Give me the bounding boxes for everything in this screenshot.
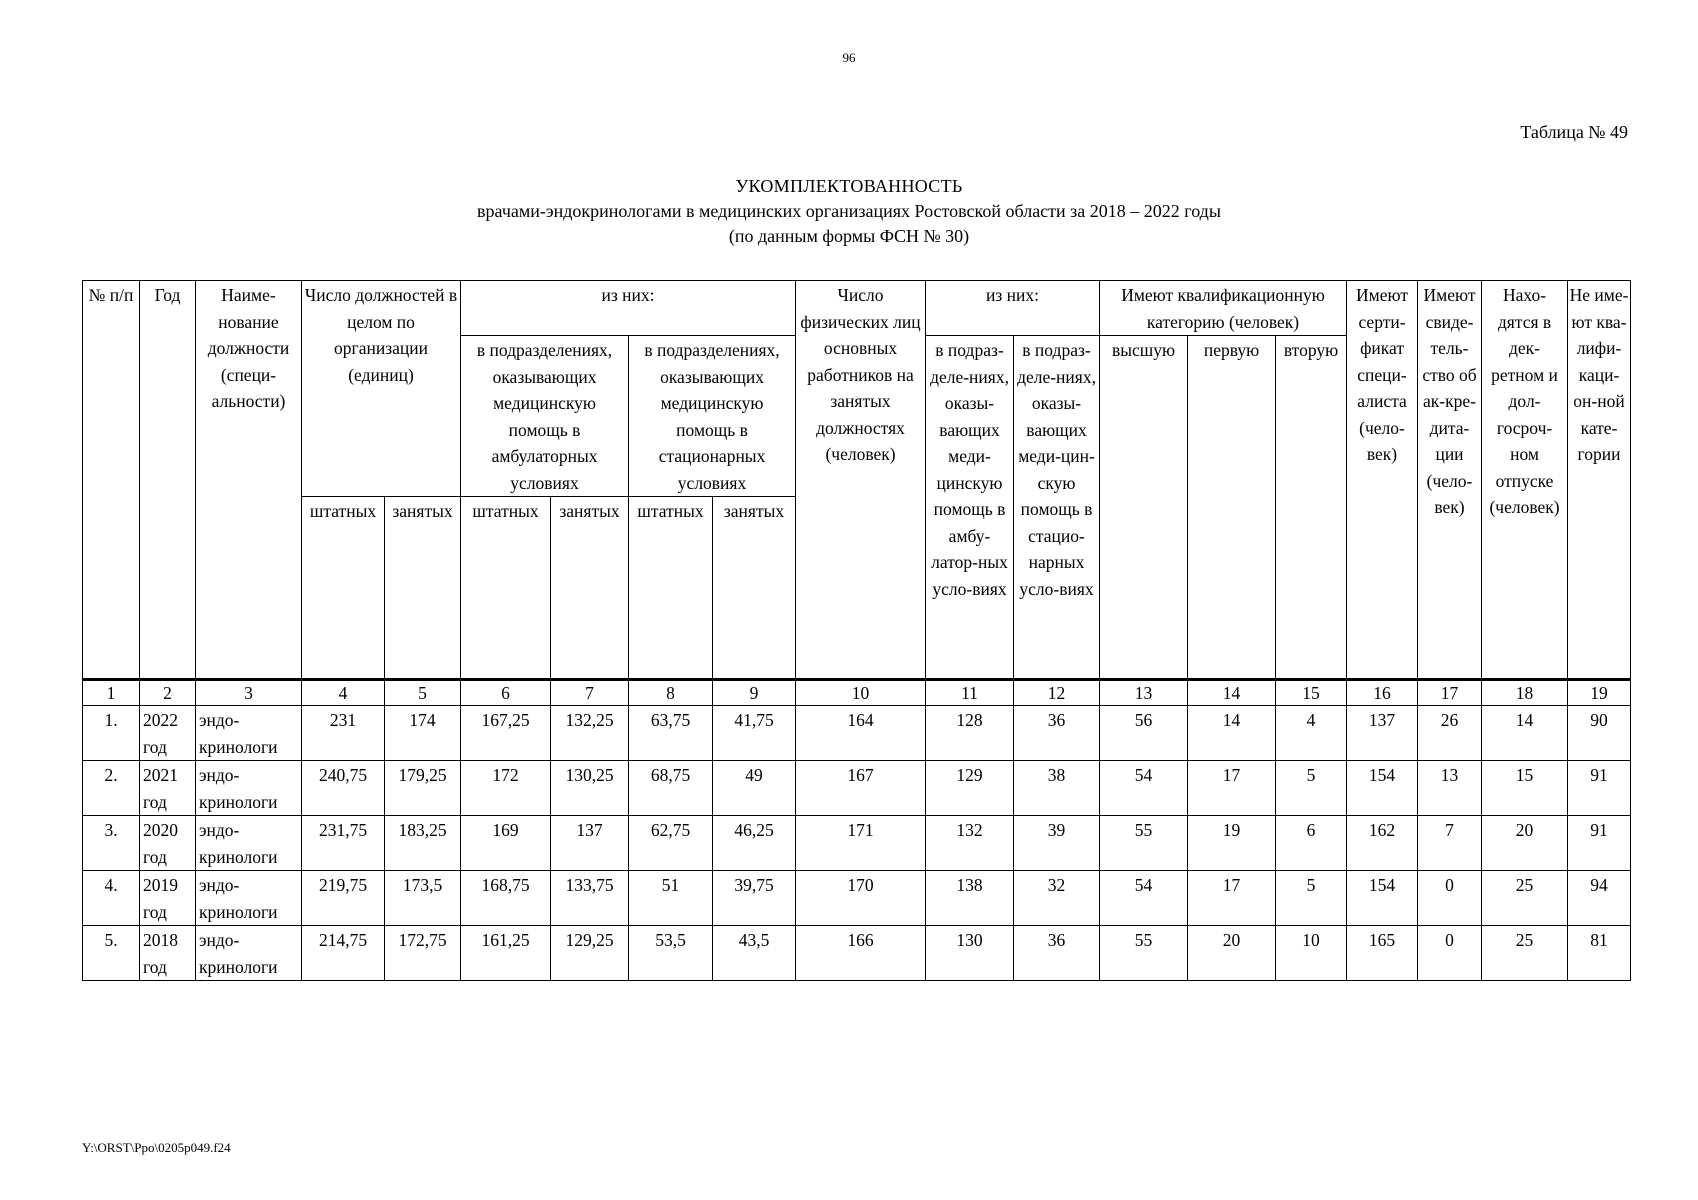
- column-number: 11: [926, 680, 1014, 706]
- row-value-cell: 132: [926, 816, 1014, 871]
- row-value-cell: 25: [1482, 871, 1568, 926]
- column-number: 9: [713, 680, 796, 706]
- table-row: [83, 761, 1631, 816]
- row-value-cell: 133,75: [551, 871, 629, 926]
- table-row: [83, 816, 1631, 871]
- row-value-cell: 94: [1568, 871, 1631, 926]
- row-value-cell: 5: [1276, 761, 1347, 816]
- row-value-cell: 240,75: [302, 761, 385, 816]
- row-value-cell: 0: [1418, 871, 1482, 926]
- row-value-cell: 161,25: [461, 926, 551, 981]
- header-staff: штатных: [629, 497, 713, 680]
- row-value-cell: 138: [926, 871, 1014, 926]
- header-of-them-2: из них:: [926, 281, 1100, 336]
- row-value-cell: 81: [1568, 926, 1631, 981]
- row-value-cell: 20: [1188, 926, 1276, 981]
- header-physical-persons: Число физических лиц основных работников на занятых должностях (человек): [796, 281, 926, 680]
- row-name-cell: эндо-кринологи: [196, 871, 302, 926]
- header-positions-total: Число должностей в целом по организации (единиц): [302, 281, 461, 497]
- header-year: Год: [140, 281, 196, 680]
- row-number-cell: 1.: [83, 706, 140, 761]
- row-value-cell: 168,75: [461, 871, 551, 926]
- row-value-cell: 179,25: [385, 761, 461, 816]
- row-value-cell: 39: [1014, 816, 1100, 871]
- column-number: 17: [1418, 680, 1482, 706]
- row-value-cell: 214,75: [302, 926, 385, 981]
- row-value-cell: 137: [1347, 706, 1418, 761]
- header-qualification: Имеют квалификационную категорию (человек): [1100, 281, 1347, 336]
- row-number-cell: 3.: [83, 816, 140, 871]
- table-row: [83, 871, 1631, 926]
- column-number: 2: [140, 680, 196, 706]
- column-number: 18: [1482, 680, 1568, 706]
- column-number-row: [83, 680, 1631, 706]
- header-highest: высшую: [1100, 336, 1188, 680]
- row-number-cell: 2.: [83, 761, 140, 816]
- row-value-cell: 41,75: [713, 706, 796, 761]
- row-value-cell: 10: [1276, 926, 1347, 981]
- page-number: 96: [842, 50, 856, 65]
- row-value-cell: 231,75: [302, 816, 385, 871]
- table-title: [0, 174, 1698, 249]
- header-of-them-1: из них:: [461, 281, 796, 336]
- row-value-cell: 38: [1014, 761, 1100, 816]
- row-value-cell: 26: [1418, 706, 1482, 761]
- row-value-cell: 174: [385, 706, 461, 761]
- header-occupied: занятых: [713, 497, 796, 680]
- row-value-cell: 19: [1188, 816, 1276, 871]
- row-value-cell: 36: [1014, 926, 1100, 981]
- row-value-cell: 4: [1276, 706, 1347, 761]
- footer-file-path: Y:\ORST\Ppo\0205p049.f24: [82, 1140, 231, 1155]
- row-value-cell: 5: [1276, 871, 1347, 926]
- row-name-cell: эндо-кринологи: [196, 706, 302, 761]
- row-value-cell: 15: [1482, 761, 1568, 816]
- column-number: 3: [196, 680, 302, 706]
- header-occupied: занятых: [385, 497, 461, 680]
- row-year-cell: 2022 год: [140, 706, 196, 761]
- row-value-cell: 13: [1418, 761, 1482, 816]
- row-value-cell: 130: [926, 926, 1014, 981]
- row-value-cell: 91: [1568, 761, 1631, 816]
- row-value-cell: 137: [551, 816, 629, 871]
- row-value-cell: 130,25: [551, 761, 629, 816]
- column-number: 13: [1100, 680, 1188, 706]
- column-number: 16: [1347, 680, 1418, 706]
- header-staff: штатных: [461, 497, 551, 680]
- row-value-cell: 154: [1347, 761, 1418, 816]
- row-value-cell: 164: [796, 706, 926, 761]
- row-value-cell: 0: [1418, 926, 1482, 981]
- row-value-cell: 132,25: [551, 706, 629, 761]
- header-second: вторую: [1276, 336, 1347, 680]
- row-value-cell: 167: [796, 761, 926, 816]
- column-number: 19: [1568, 680, 1631, 706]
- row-value-cell: 39,75: [713, 871, 796, 926]
- row-value-cell: 14: [1482, 706, 1568, 761]
- column-number: 4: [302, 680, 385, 706]
- row-value-cell: 63,75: [629, 706, 713, 761]
- row-value-cell: 166: [796, 926, 926, 981]
- row-value-cell: 173,5: [385, 871, 461, 926]
- row-year-cell: 2018 год: [140, 926, 196, 981]
- header-row-1: [83, 281, 1631, 336]
- row-value-cell: 6: [1276, 816, 1347, 871]
- row-value-cell: 46,25: [713, 816, 796, 871]
- row-value-cell: 7: [1418, 816, 1482, 871]
- row-value-cell: 128: [926, 706, 1014, 761]
- header-first: первую: [1188, 336, 1276, 680]
- row-name-cell: эндо-кринологи: [196, 761, 302, 816]
- row-value-cell: 32: [1014, 871, 1100, 926]
- row-value-cell: 25: [1482, 926, 1568, 981]
- staffing-table: [82, 280, 1631, 981]
- row-value-cell: 165: [1347, 926, 1418, 981]
- column-number: 12: [1014, 680, 1100, 706]
- row-value-cell: 17: [1188, 871, 1276, 926]
- column-number: 14: [1188, 680, 1276, 706]
- column-number: 7: [551, 680, 629, 706]
- row-number-cell: 5.: [83, 926, 140, 981]
- row-value-cell: 43,5: [713, 926, 796, 981]
- header-stationary: в подразделениях, оказывающих медицинскую помощь в стационарных условиях: [629, 336, 796, 497]
- row-value-cell: 54: [1100, 761, 1188, 816]
- row-value-cell: 183,25: [385, 816, 461, 871]
- row-value-cell: 162: [1347, 816, 1418, 871]
- row-value-cell: 20: [1482, 816, 1568, 871]
- header-staff: штатных: [302, 497, 385, 680]
- column-number: 10: [796, 680, 926, 706]
- row-name-cell: эндо-кринологи: [196, 816, 302, 871]
- row-year-cell: 2021 год: [140, 761, 196, 816]
- row-value-cell: 68,75: [629, 761, 713, 816]
- title-line-subject: врачами-эндокринологами в медицинских организациях Ростовской области за 2018 – 2022 годы: [477, 201, 1221, 221]
- row-value-cell: 14: [1188, 706, 1276, 761]
- row-value-cell: 129: [926, 761, 1014, 816]
- row-year-cell: 2020 год: [140, 816, 196, 871]
- row-value-cell: 171: [796, 816, 926, 871]
- header-phys-ambulatory: в подраз-деле-ниях, оказы-вающих меди-цинскую помощь в амбу-латор-ных усло-виях: [926, 336, 1014, 680]
- row-value-cell: 91: [1568, 816, 1631, 871]
- row-value-cell: 36: [1014, 706, 1100, 761]
- row-value-cell: 54: [1100, 871, 1188, 926]
- row-value-cell: 167,25: [461, 706, 551, 761]
- column-number: 6: [461, 680, 551, 706]
- header-num: № п/п: [83, 281, 140, 680]
- row-value-cell: 55: [1100, 926, 1188, 981]
- row-year-cell: 2019 год: [140, 871, 196, 926]
- row-value-cell: 170: [796, 871, 926, 926]
- row-value-cell: 55: [1100, 816, 1188, 871]
- row-value-cell: 90: [1568, 706, 1631, 761]
- header-accreditation: Имеют свиде-тель-ство об ак-кре-дита-ции (чело-век): [1418, 281, 1482, 680]
- row-value-cell: 62,75: [629, 816, 713, 871]
- row-value-cell: 129,25: [551, 926, 629, 981]
- row-value-cell: 53,5: [629, 926, 713, 981]
- column-number: 15: [1276, 680, 1347, 706]
- header-phys-stationary: в подраз-деле-ниях, оказы-вающих меди-цин-скую помощь в стацио-нарных усло-виях: [1014, 336, 1100, 680]
- row-value-cell: 172: [461, 761, 551, 816]
- row-number-cell: 4.: [83, 871, 140, 926]
- header-position-name: Наиме-нование должности (специ-альности): [196, 281, 302, 680]
- row-value-cell: 56: [1100, 706, 1188, 761]
- column-number: 8: [629, 680, 713, 706]
- column-number: 1: [83, 680, 140, 706]
- row-value-cell: 169: [461, 816, 551, 871]
- row-value-cell: 172,75: [385, 926, 461, 981]
- header-no-category: Не име-ют ква-лифи-каци-он-ной кате-гории: [1568, 281, 1631, 680]
- table-label: Таблица № 49: [1520, 122, 1628, 142]
- title-line-source: (по данным формы ФСН № 30): [728, 226, 970, 246]
- header-certificate: Имеют серти-фикат специ-алиста (чело-век): [1347, 281, 1418, 680]
- row-value-cell: 154: [1347, 871, 1418, 926]
- title-line-main: УКОМПЛЕКТОВАННОСТЬ: [735, 176, 963, 196]
- header-leave: Нахо-дятся в дек-ретном и дол-госроч-ном отпуске (человек): [1482, 281, 1568, 680]
- row-value-cell: 17: [1188, 761, 1276, 816]
- header-ambulatory: в подразделениях, оказывающих медицинскую помощь в амбулаторных условиях: [461, 336, 629, 497]
- row-value-cell: 51: [629, 871, 713, 926]
- row-value-cell: 231: [302, 706, 385, 761]
- row-value-cell: 49: [713, 761, 796, 816]
- row-name-cell: эндо-кринологи: [196, 926, 302, 981]
- row-value-cell: 219,75: [302, 871, 385, 926]
- header-occupied: занятых: [551, 497, 629, 680]
- table-row: [83, 926, 1631, 981]
- column-number: 5: [385, 680, 461, 706]
- table-row: [83, 706, 1631, 761]
